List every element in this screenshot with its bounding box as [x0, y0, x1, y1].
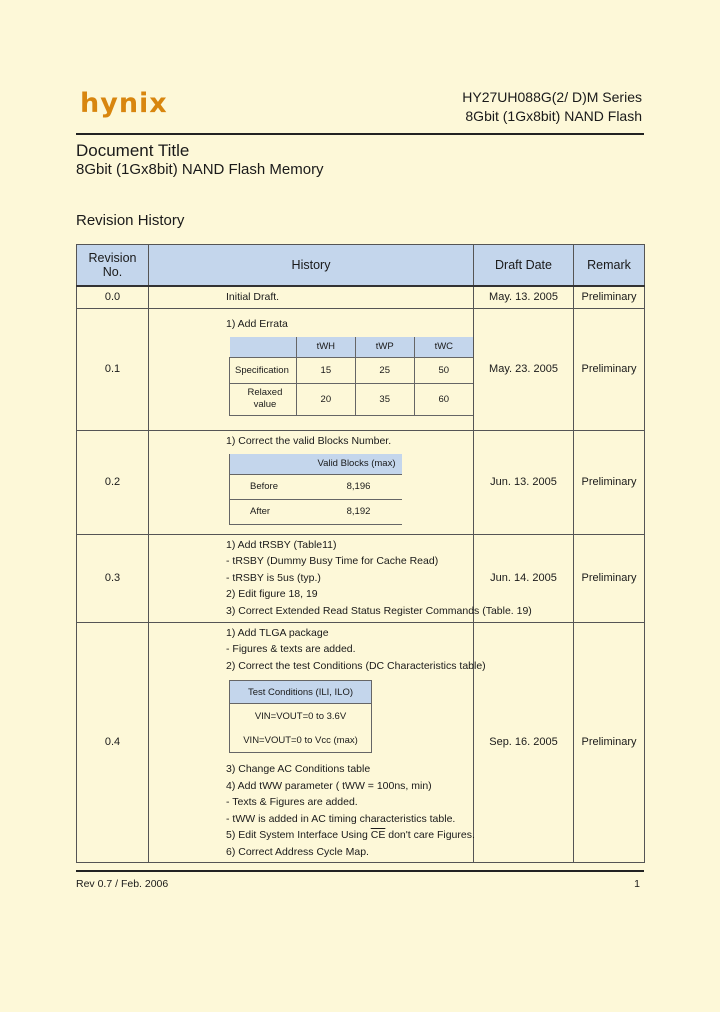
valid-blocks-table: [229, 454, 402, 525]
table-row: [77, 622, 645, 863]
remark: Preliminary: [574, 534, 645, 622]
errata-row-label: Relaxed value: [230, 383, 297, 415]
history-line: - tRSBY is 5us (typ.): [226, 571, 321, 584]
document-subtitle: 8Gbit (1Gx8bit) NAND Flash Memory: [76, 161, 324, 178]
history-cell: [149, 308, 474, 430]
table-row: [77, 430, 645, 534]
revision-number: 0.3: [77, 534, 149, 622]
history-line: 6) Correct Address Cycle Map.: [226, 845, 369, 858]
errata-value: 35: [355, 383, 414, 415]
header-draft-date: Draft Date: [474, 245, 574, 287]
valid-blocks-value: 8,196: [316, 474, 402, 499]
draft-date: Sep. 16. 2005: [474, 622, 574, 863]
chip-enable-symbol: $\overline{CE}$: [370, 829, 386, 841]
test-conditions-header: Test Conditions (ILI, ILO): [230, 681, 372, 704]
history-line: Initial Draft.: [226, 291, 280, 303]
revision-number: 0.4: [77, 622, 149, 863]
test-conditions-value: VIN=VOUT=0 to Vcc (max): [243, 734, 358, 746]
footer-revision: Rev 0.7 / Feb. 2006: [76, 878, 169, 890]
product-series: [462, 88, 642, 126]
footer-rule: [76, 870, 644, 872]
history-line: 5) Edit System Interface Using $\overline{CE}$ don't care Figures.: [226, 829, 475, 841]
history-line: 1) Add TLGA package: [226, 626, 329, 639]
errata-col: tWH: [296, 337, 355, 358]
errata-value: 25: [355, 357, 414, 383]
history-line: 4) Add tWW parameter ( tWW = 100ns, min): [226, 779, 432, 792]
remark: Preliminary: [574, 430, 645, 534]
hynix-logo: hynix: [80, 88, 168, 119]
test-conditions-table: [229, 680, 372, 753]
table-row: [77, 286, 645, 308]
history-line: 1) Add Errata: [226, 318, 288, 331]
errata-value: 60: [414, 383, 473, 415]
test-conditions-value: VIN=VOUT=0 to 3.6V: [254, 710, 347, 722]
valid-blocks-value: 8,192: [316, 499, 402, 524]
errata-value: 50: [414, 357, 473, 383]
document-title: Document Title: [76, 141, 190, 160]
history-line: - tRSBY (Dummy Busy Time for Cache Read): [226, 555, 439, 568]
remark: Preliminary: [574, 622, 645, 863]
revision-number: 0.2: [77, 430, 149, 534]
history-cell: [149, 430, 474, 534]
header-revision: Revision No.: [77, 245, 149, 287]
revision-history-table: [76, 244, 645, 863]
errata-value: 20: [296, 383, 355, 415]
draft-date: Jun. 14. 2005: [474, 534, 574, 622]
revision-number: 0.0: [77, 286, 149, 308]
history-line: - tWW is added in AC timing characteristics table.: [226, 812, 456, 825]
revision-number: 0.1: [77, 308, 149, 430]
header-rule: [76, 133, 644, 135]
history-line: 3) Change AC Conditions table: [226, 763, 371, 775]
valid-blocks-label: After: [230, 499, 316, 524]
errata-col: tWP: [355, 337, 414, 358]
header-remark: Remark: [574, 245, 645, 287]
header-history: History: [149, 245, 474, 287]
valid-blocks-header: Valid Blocks (max): [230, 454, 402, 475]
history-cell: [149, 622, 486, 863]
remark: Preliminary: [574, 286, 645, 308]
history-line: - Texts & Figures are added.: [226, 796, 358, 808]
table-row: [77, 308, 645, 430]
history-cell: [149, 286, 474, 308]
errata-value: 15: [296, 357, 355, 383]
history-line: 2) Correct the test Conditions (DC Characteristics table): [226, 659, 486, 672]
section-heading: Revision History: [76, 212, 185, 229]
draft-date: May. 13. 2005: [474, 286, 574, 308]
errata-table: [229, 337, 473, 416]
history-line: 3) Correct Extended Read Status Register Commands (Table. 19): [226, 604, 532, 617]
draft-date: Jun. 13. 2005: [474, 430, 574, 534]
history-line: 1) Add tRSBY (Table11): [226, 538, 337, 551]
series-line-1: HY27UH088G(2/ D)M Series: [462, 89, 642, 105]
page-number: 1: [634, 878, 640, 890]
errata-row-label: Specification: [230, 357, 297, 383]
table-header-row: [77, 245, 645, 287]
errata-col: tWC: [414, 337, 473, 358]
series-line-2: 8Gbit (1Gx8bit) NAND Flash: [465, 108, 642, 124]
history-line: 2) Edit figure 18, 19: [226, 588, 318, 601]
history-line: 1) Correct the valid Blocks Number.: [226, 435, 392, 448]
draft-date: May. 23. 2005: [474, 308, 574, 430]
remark: Preliminary: [574, 308, 645, 430]
table-row: [77, 534, 645, 622]
valid-blocks-label: Before: [230, 474, 316, 499]
history-line: - Figures & texts are added.: [226, 643, 356, 655]
